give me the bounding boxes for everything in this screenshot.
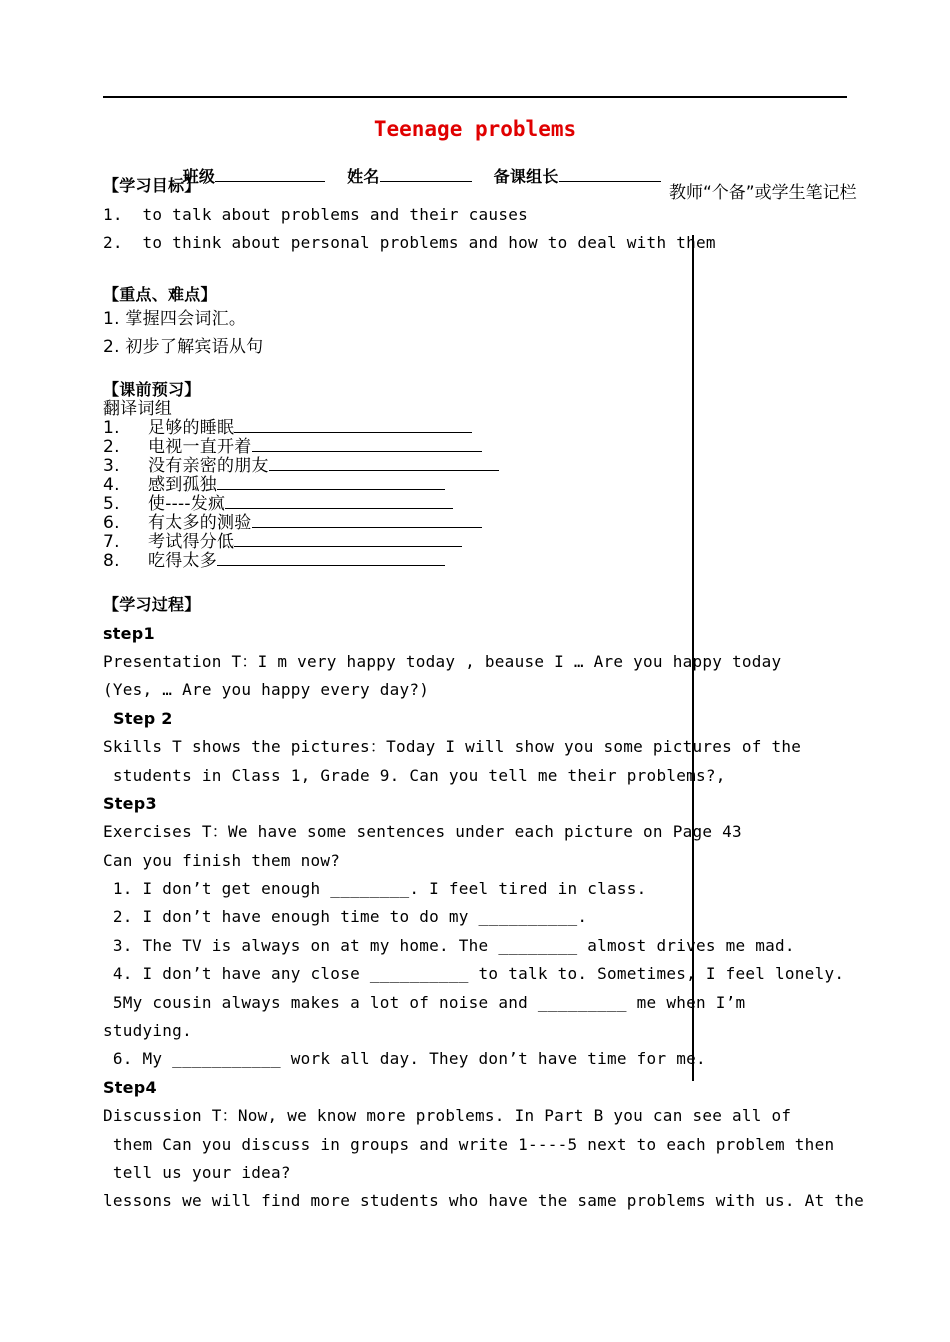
list-item: 7. 考试得分低 [103, 532, 462, 552]
top-rule [103, 96, 847, 98]
step4-line: tell us your idea? [103, 1163, 291, 1182]
step1-line: (Yes, … Are you happy every day?) [103, 680, 430, 699]
info-row [171, 147, 661, 187]
list-item: 5. 使----发疯 [103, 494, 453, 514]
step2-line: students in Class 1, Grade 9. Can you tell me their problems?, [103, 766, 726, 785]
list-item: 2. 电视一直开着 [103, 437, 482, 457]
objective-2: 2. to think about personal problems and how to deal with them [103, 233, 716, 252]
step1-label: step1 [103, 624, 155, 643]
key-points-heading: 【重点、难点】 [103, 285, 217, 304]
list-item: 3. 没有亲密的朋友 [103, 456, 499, 476]
answer-blank[interactable] [234, 532, 462, 547]
list-item: 1. 足够的睡眠 [103, 418, 472, 438]
process-heading: 【学习过程】 [103, 595, 201, 614]
exercise-item: 4. I don’t have any close __________ to talk to. Sometimes, I feel lonely. [103, 964, 845, 983]
leader-blank[interactable] [559, 167, 661, 182]
notes-column-label: 教师“个备”或学生笔记栏 [669, 183, 857, 203]
exercise-item: 2. I don’t have enough time to do my __________. [103, 907, 588, 926]
answer-blank[interactable] [217, 475, 445, 490]
answer-blank[interactable] [234, 418, 472, 433]
step3-line: Exercises T：We have some sentences under each picture on Page 43 [103, 822, 742, 841]
preview-heading: 【课前预习】 [103, 380, 201, 399]
objectives-heading: 【学习目标】 [103, 176, 201, 195]
leader-label: 备课组长 [493, 167, 559, 186]
preview-subheading: 翻译词组 [103, 399, 172, 419]
step4-label: Step4 [103, 1078, 157, 1097]
key-point-2: 2. 初步了解宾语从句 [103, 337, 264, 357]
exercise-item: studying. [103, 1021, 192, 1040]
exercise-item: 6. My ___________ work all day. They don’t have time for me. [103, 1049, 706, 1068]
step1-line: Presentation T：I m very happy today , beause I … Are you happy today [103, 652, 782, 671]
name-blank[interactable] [380, 167, 472, 182]
answer-blank[interactable] [217, 551, 445, 566]
key-point-1: 1. 掌握四会词汇。 [103, 309, 247, 329]
objective-1: 1. to talk about problems and their causes [103, 205, 528, 224]
answer-blank[interactable] [269, 456, 499, 471]
list-item: 6. 有太多的测验 [103, 513, 482, 533]
list-item: 4. 感到孤独 [103, 475, 445, 495]
step2-line: Skills T shows the pictures：Today I will show you some pictures of the [103, 737, 802, 756]
answer-blank[interactable] [225, 494, 453, 509]
answer-blank[interactable] [252, 513, 482, 528]
list-item: 8. 吃得太多 [103, 551, 445, 571]
exercise-item: 5My cousin always makes a lot of noise and _________ me when I’m [103, 993, 746, 1012]
class-blank[interactable] [215, 167, 325, 182]
step4-line: Discussion T：Now, we know more problems. In Part B you can see all of [103, 1106, 792, 1125]
step4-line: them Can you discuss in groups and write 1----5 next to each problem then [103, 1135, 835, 1154]
exercise-item: 3. The TV is always on at my home. The ________ almost drives me mad. [103, 936, 795, 955]
answer-blank[interactable] [252, 437, 482, 452]
page-title: Teenage problems [373, 117, 577, 141]
step3-label: Step3 [103, 794, 157, 813]
class-label: 班级 [182, 167, 216, 186]
step4-line: lessons we will find more students who have the same problems with us. At the [103, 1191, 864, 1210]
exercise-item: 1. I don’t get enough ________. I feel tired in class. [103, 879, 647, 898]
step3-line: Can you finish them now? [103, 851, 341, 870]
step2-label: Step 2 [113, 709, 173, 728]
name-label: 姓名 [347, 167, 380, 186]
